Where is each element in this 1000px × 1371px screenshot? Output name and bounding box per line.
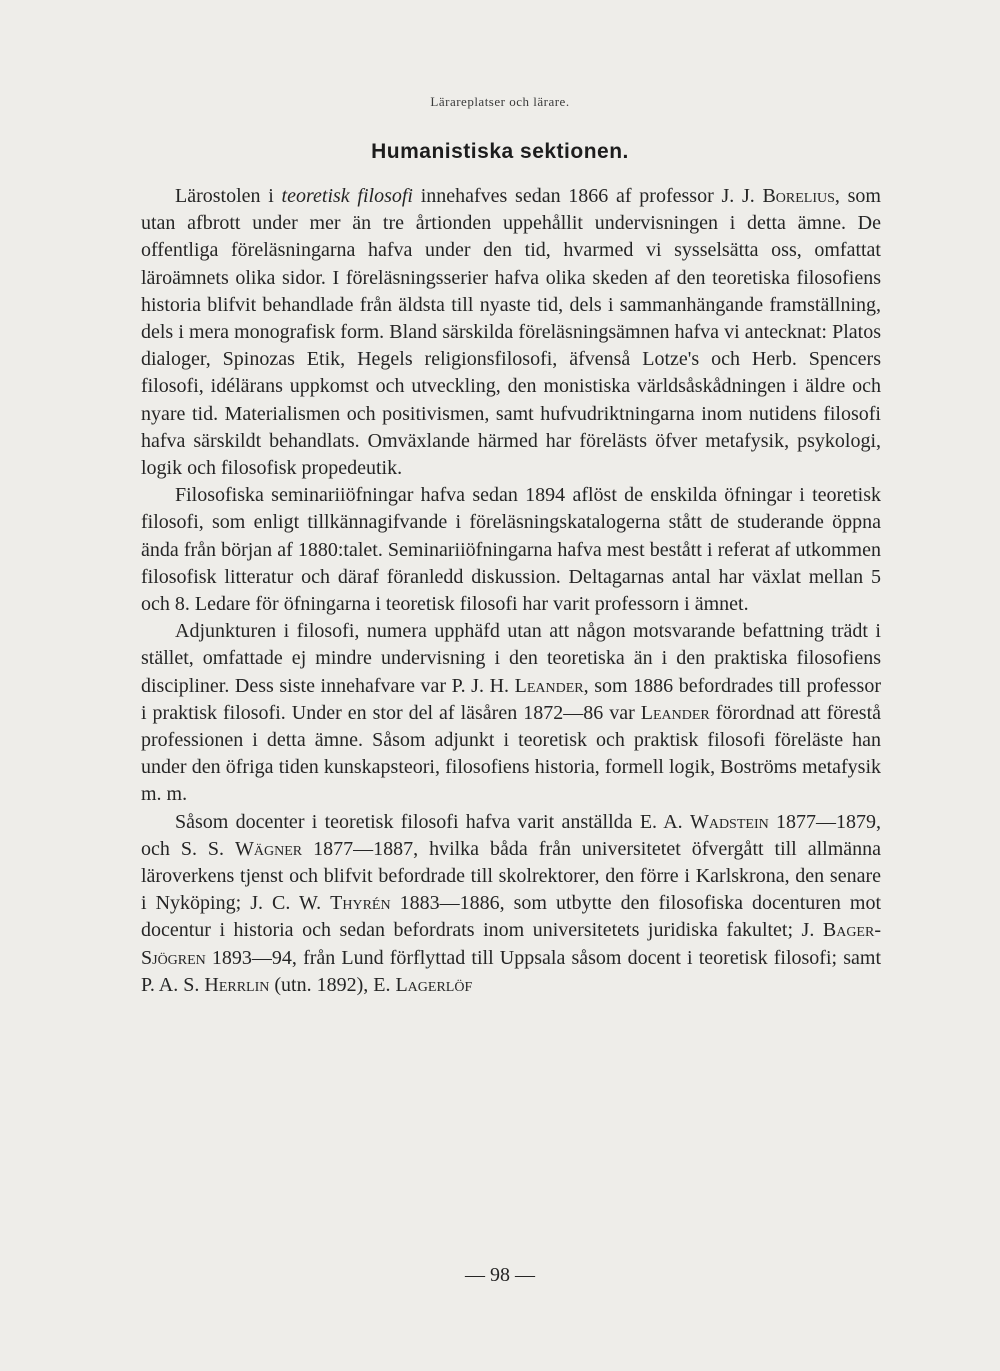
body-text bbox=[141, 183, 881, 999]
italic-term: teoretisk filosofi bbox=[281, 185, 413, 207]
person-name: Leander bbox=[640, 701, 710, 724]
text-run: , som utan afbrott under mer än tre årtionden uppehållit undervisningen i detta ämne. De offentliga föreläsningarna hafva under den tid, hvarmed vi sysselsätta oss, omfattat läroämnets olika sidor. I föreläsningsserier hafva olika skeden af den teoretiska filosofiens historia blifvit behandlade från äldsta till nyaste tid, dels i sammanhängande framställning, dels i mera monografisk form. Bland särskilda föreläsningsämnen hafva vi antecknat: Platos dialoger, Spinozas Etik, Hegels religionsfilosofi, äfvenså Lotze's och Herb. Spencers filosofi, idélärans uppkomst och utveckling, den monistiska världsåskådningen i äldre och nyare tid. Materialismen och positivismen, samt hufvudriktningarna inom nutidens filosofi hafva särskildt behandlats. Omväxlande härmed har förelästs öfver metafysik, psykologi, logik och filosofisk propedeutik. bbox=[141, 185, 881, 480]
text-run: , som 1886 befordrades till professor i praktisk filosofi. Under en stor del af läsåren 1872—86 var bbox=[141, 674, 881, 724]
person-name: Lagerlöf bbox=[395, 973, 473, 996]
person-name: Herrlin bbox=[204, 973, 270, 996]
person-name: Borelius bbox=[762, 185, 835, 207]
person-name: Thyrén bbox=[330, 892, 391, 915]
paragraph bbox=[141, 809, 881, 999]
text-run: 1893—94, från Lund förflyttad till Uppsala såsom docent i teoretisk filosofi; samt P. A. S. bbox=[141, 946, 881, 996]
paragraph bbox=[141, 482, 881, 618]
text-run: förordnad att förestå professionen i detta ämne. Såsom adjunkt i teoretisk och praktisk filosofi föreläste han under den öfriga tiden kunskapsteori, filosofiens historia, formell logik, Boströms metafysik m. m. bbox=[141, 701, 882, 806]
person-name: Leander bbox=[514, 674, 584, 697]
page-number: — 98 — bbox=[465, 1264, 535, 1286]
running-head: Lärareplatser och lärare. bbox=[430, 94, 570, 109]
text-run: Filosofiska seminariiöfningar hafva sedan 1894 aflöst de enskilda öfningar i teoretisk filosofi, som enligt tillkännagifvande i föreläsningskatalogerna stått de studerande öppna ända från början af 1880:talet. Seminariiöfningarna hafva mest bestått i referat af utkommen filosofisk litteratur och däraf föranledd diskussion. Deltagarnas antal har växlat mellan 5 och 8. Ledare för öfningarna i teoretisk filosofi har varit professorn i ämnet. bbox=[141, 484, 881, 616]
person-name: Wadstein bbox=[689, 810, 769, 833]
text-run: 1877—1879, och S. S. bbox=[141, 810, 882, 860]
person-name: Wägner bbox=[235, 837, 303, 860]
person-name: Bager-Sjögren bbox=[141, 919, 881, 969]
paragraph bbox=[141, 183, 881, 482]
paragraph bbox=[141, 618, 881, 808]
text-run: innehafves sedan 1866 af professor J. J. bbox=[412, 185, 763, 207]
text-run: Adjunkturen i filosofi, numera upphäfd utan att någon motsvarande befattning trädt i stället, omfattade ej mindre undervisning i den teoretiska än i den praktiska filosofiens discipliner. Dess siste innehafvare var P. J. H. bbox=[141, 620, 881, 697]
text-run: (utn. 1892), E. bbox=[269, 973, 396, 996]
text-run: 1883—1886, som utbytte den filosofiska docenturen mot docentur i historia och sedan befordrats inom universitetets juridiska fakultet; J. bbox=[141, 892, 881, 942]
text-run: Såsom docenter i teoretisk filosofi hafva varit anställda E. A. bbox=[175, 810, 690, 833]
text-run: Lärostolen i bbox=[175, 185, 282, 207]
section-heading: Humanistiska sektionen. bbox=[371, 140, 629, 163]
text-run: 1877—1887, hvilka båda från universitetet öfvergått till allmänna läroverkens tjenst och blifvit befordrade till skolrektorer, den förre i Karlskrona, den senare i Nyköping; J. C. W. bbox=[141, 837, 882, 915]
